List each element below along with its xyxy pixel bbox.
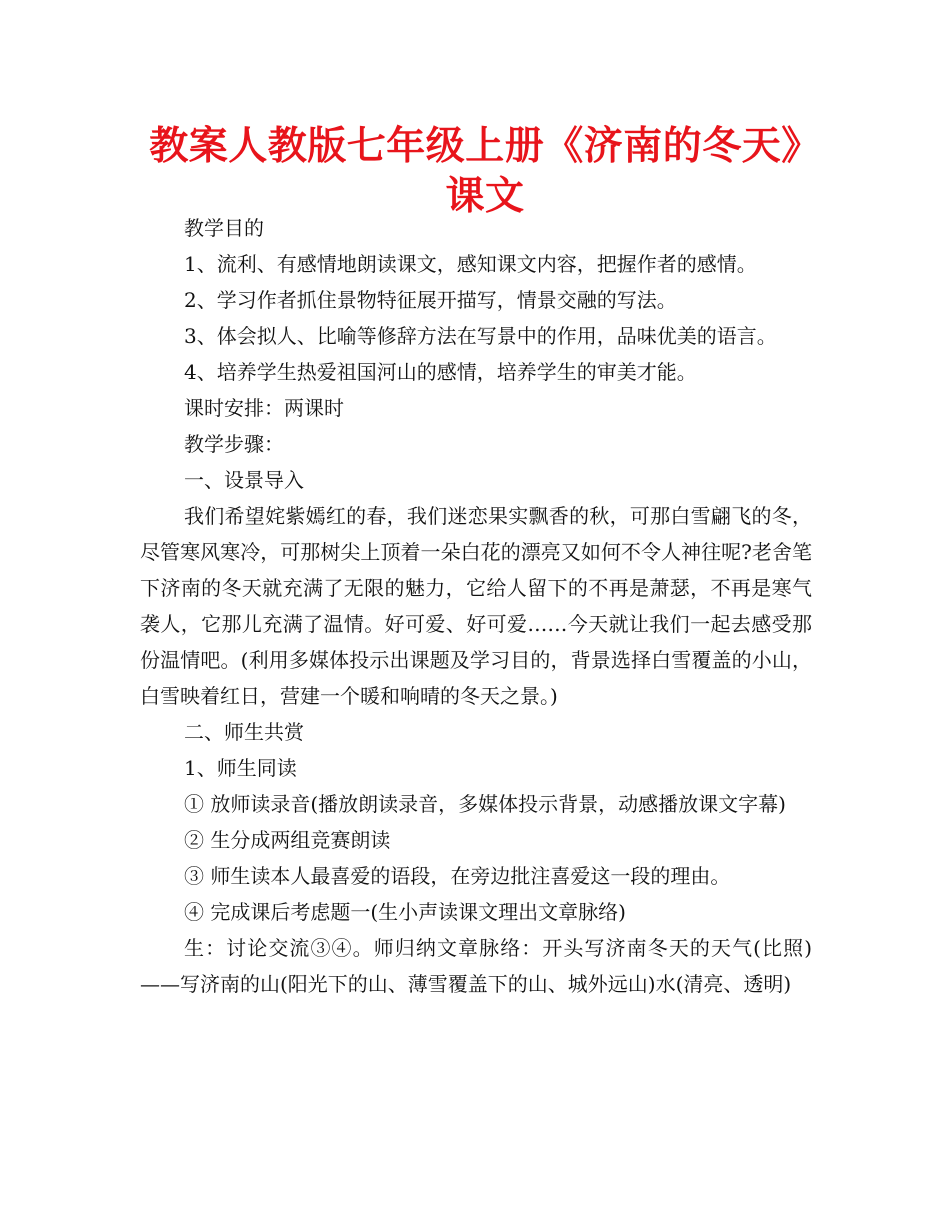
paragraph-objective-2: 2、学习作者抓住景物特征展开描写，情景交融的写法。 — [184, 288, 677, 312]
paragraph-objective-1: 1、流利、有感情地朗读课文，感知课文内容，把握作者的感情。 — [184, 252, 757, 276]
document-title: 教案人教版七年级上册《济南的冬天》课文 — [149, 124, 821, 219]
paragraph-objectives-heading: 教学目的 — [184, 216, 264, 240]
paragraph-step-2: ② 生分成两组竞赛朗读 — [184, 828, 391, 852]
paragraph-discussion: 生：讨论交流③④。师归纳文章脉络：开头写济南冬天的天气(比照)——写济南的山(阳光下的山、薄雪覆盖下的山、城外远山)水(清亮、透明) — [140, 936, 812, 996]
paragraph-step-3: ③ 师生读本人最喜爱的语段，在旁边批注喜爱这一段的理由。 — [184, 864, 731, 888]
paragraph-section-2-heading: 二、师生共赏 — [184, 720, 304, 744]
paragraph-step-1: ① 放师读录音(播放朗读录音，多媒体投示背景，动感播放课文字幕) — [184, 792, 786, 816]
paragraph-objective-4: 4、培养学生热爱祖国河山的感情，培养学生的审美才能。 — [184, 360, 697, 384]
paragraph-introduction: 我们希望姹紫嫣红的春，我们迷恋果实飘香的秋，可那白雪翩飞的冬，尽管寒风寒冷，可那树尖上顶着一朵白花的漂亮又如何不令人神往呢?老舍笔下济南的冬天就充满了无限的魅力，它给人留下的不再是萧瑟，不再是寒气袭人，它那儿充满了温情。好可爱、好可爱……今天就让我们一起去感受那份温情吧。(利用多媒体投示出课题及学习目的，背景选择白雪覆盖的小山，白雪映着红日，营建一个暖和响晴的冬天之景。) — [140, 504, 812, 708]
paragraph-objective-3: 3、体会拟人、比喻等修辞方法在写景中的作用，品味优美的语言。 — [184, 324, 777, 348]
paragraph-step-4: ④ 完成课后考虑题一(生小声读课文理出文章脉络) — [184, 900, 626, 924]
paragraph-schedule: 课时安排：两课时 — [184, 396, 344, 420]
document-body — [140, 210, 812, 1002]
paragraph-section-1-heading: 一、设景导入 — [184, 468, 304, 492]
paragraph-steps-heading: 教学步骤： — [184, 432, 284, 456]
paragraph-reading-heading: 1、师生同读 — [184, 756, 297, 780]
